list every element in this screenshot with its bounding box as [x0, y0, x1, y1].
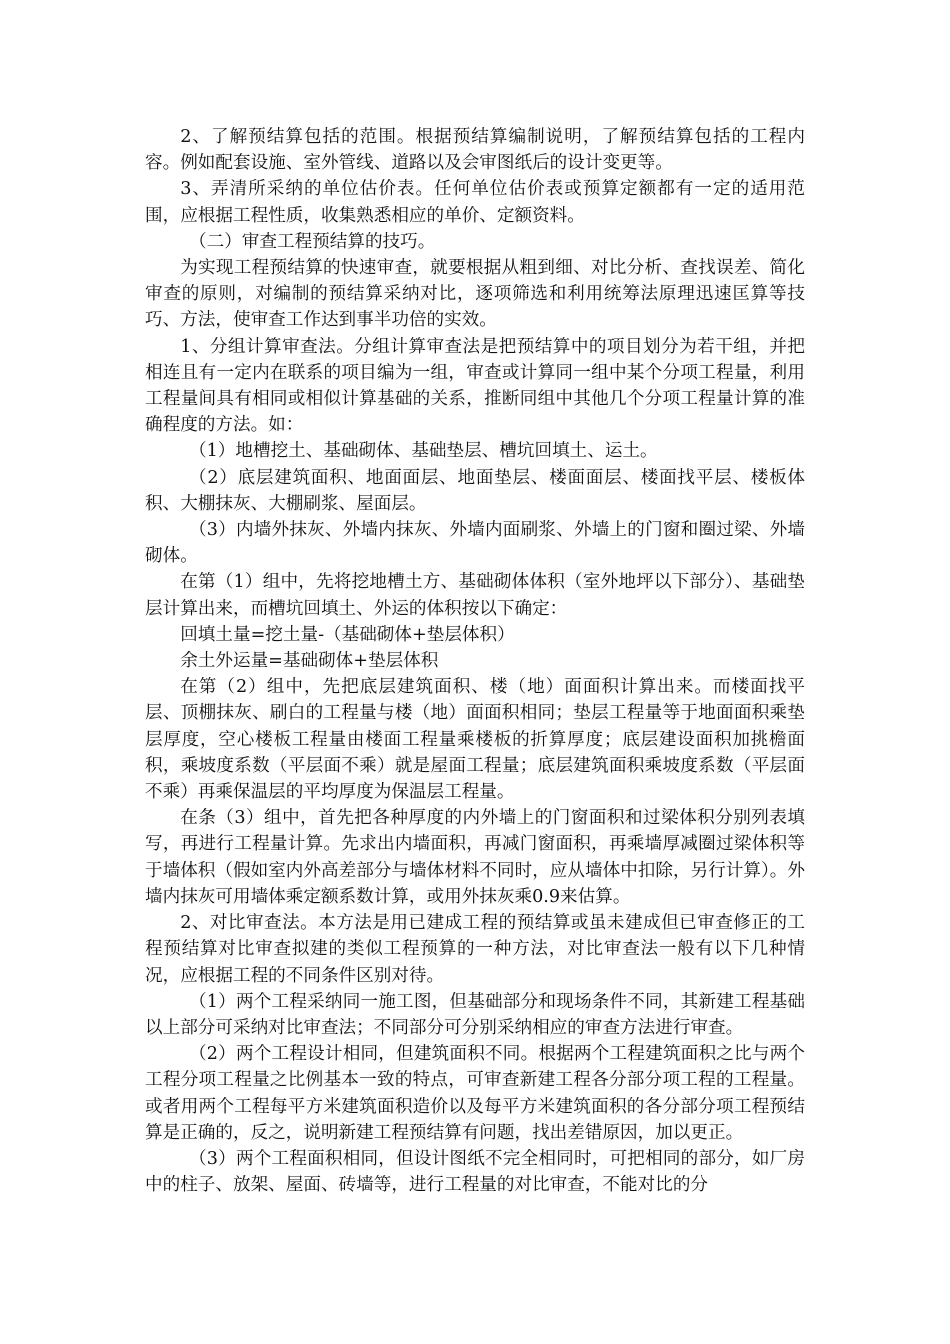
paragraph-scope: 2、了解预结算包括的范围。根据预结算编制说明，了解预结算包括的工程内容。例如配套设施、室外管线、道路以及会审图纸后的设计变更等。	[145, 127, 805, 174]
section-heading-review-techniques: （二）审查工程预结算的技巧。	[189, 231, 436, 252]
paragraph-group-1-detail: 在第（1）组中，先将挖地槽土方、基础砌体体积（室外地坪以下部分）、基础垫层计算出来，而槽坑回填土、外运的体积按以下确定：	[145, 572, 805, 619]
formula-surplus-soil: 余土外运量=基础砌体+垫层体积	[180, 651, 439, 672]
paragraph-unit-price-table: 3、弄清所采纳的单位估价表。任何单位估价表或预算定额都有一定的适用范围，应根据工程性质，收集熟悉相应的单价、定额资料。	[145, 179, 805, 226]
list-item-group-2: （2）底层建筑面积、地面面层、地面垫层、楼面面层、楼面找平层、楼板体积、大棚抹灰、大棚刷浆、屋面层。	[145, 467, 805, 514]
list-item-comparison-2: （2）两个工程设计相同，但建筑面积不同。根据两个工程建筑面积之比与两个工程分项工程量之比例基本一致的特点，可审查新建工程各分部分项工程的工程量。或者用两个工程每平方米建筑面积造价以及每平方米建筑面积的各分部分项工程预结算是正确的，反之，说明新建工程预结算有问题，找出差错原因，加以更正。	[145, 1044, 805, 1143]
paragraph-group-3-detail: 在条（3）组中，首先把各种厚度的内外墙上的门窗面积和过梁体积分别列表填写，再进行工程量计算。先求出内墙面积，再减门窗面积，再乘墙厚减圈过梁体积等于墙体积（假如室内外高差部分与墙体材料不同时，应从墙体中扣除，另行计算）。外墙内抹灰可用墙体乘定额系数计算，或用外抹灰乘0.9来估算。	[145, 808, 805, 907]
list-item-comparison-3: （3）两个工程面积相同，但设计图纸不完全相同时，可把相同的部分，如厂房中的柱子、放架、屋面、砖墙等，进行工程量的对比审查，不能对比的分	[145, 1148, 805, 1196]
paragraph-comparison-method: 2、对比审查法。本方法是用已建成工程的预结算或虽未建成但已审查修正的工程预结算对比审查拟建的类似工程预算的一种方法，对比审查法一般有以下几种情况，应根据工程的不同条件区别对待。	[145, 913, 805, 986]
list-item-comparison-1: （1）两个工程采纳同一施工图，但基础部分和现场条件不同，其新建工程基础以上部分可采纳对比审查法；不同部分可分别采纳相应的审查方法进行审查。	[145, 991, 805, 1038]
paragraph-group-2-detail: 在第（2）组中，先把底层建筑面积、楼（地）面面积计算出来。而楼面找平层、顶棚抹灰、刷白的工程量与楼（地）面面积相同；垫层工程量等于地面面积乘垫层厚度，空心楼板工程量由楼面工程量乘楼板的折算厚度；底层建设面积加挑檐面积，乘坡度系数（平层面不乘）就是屋面工程量；底层建筑面积乘坡度系数（平层面不乘）再乘保温层的平均厚度为保温层工程量。	[145, 677, 805, 803]
document-body	[145, 124, 805, 1198]
list-item-group-1: （1）地槽挖土、基础砌体、基础垫层、槽坑回填土、运土。	[189, 441, 658, 462]
formula-backfill: 回填土量=挖土量-（基础砌体+垫层体积）	[180, 624, 515, 645]
list-item-group-3: （3）内墙外抹灰、外墙内抹灰、外墙内面刷浆、外墙上的门窗和圈过梁、外墙砌体。	[145, 520, 805, 567]
paragraph-group-calculation-method: 1、分组计算审查法。分组计算审查法是把预结算中的项目划分为若干组，并把相连且有一定内在联系的项目编为一组，审查或计算同一组中某个分项工程量，利用工程量间具有相同或相似计算基础的关系，推断同组中其他几个分项工程量计算的准确程度的方法。如：	[145, 336, 805, 436]
paragraph-quick-review-intro: 为实现工程预结算的快速审查，就要根据从粗到细、对比分析、查找误差、简化审查的原则，对编制的预结算采纳对比，逐项筛选和利用统筹法原理迅速匡算等技巧、方法，使审查工作达到事半功倍的实效。	[145, 258, 805, 331]
